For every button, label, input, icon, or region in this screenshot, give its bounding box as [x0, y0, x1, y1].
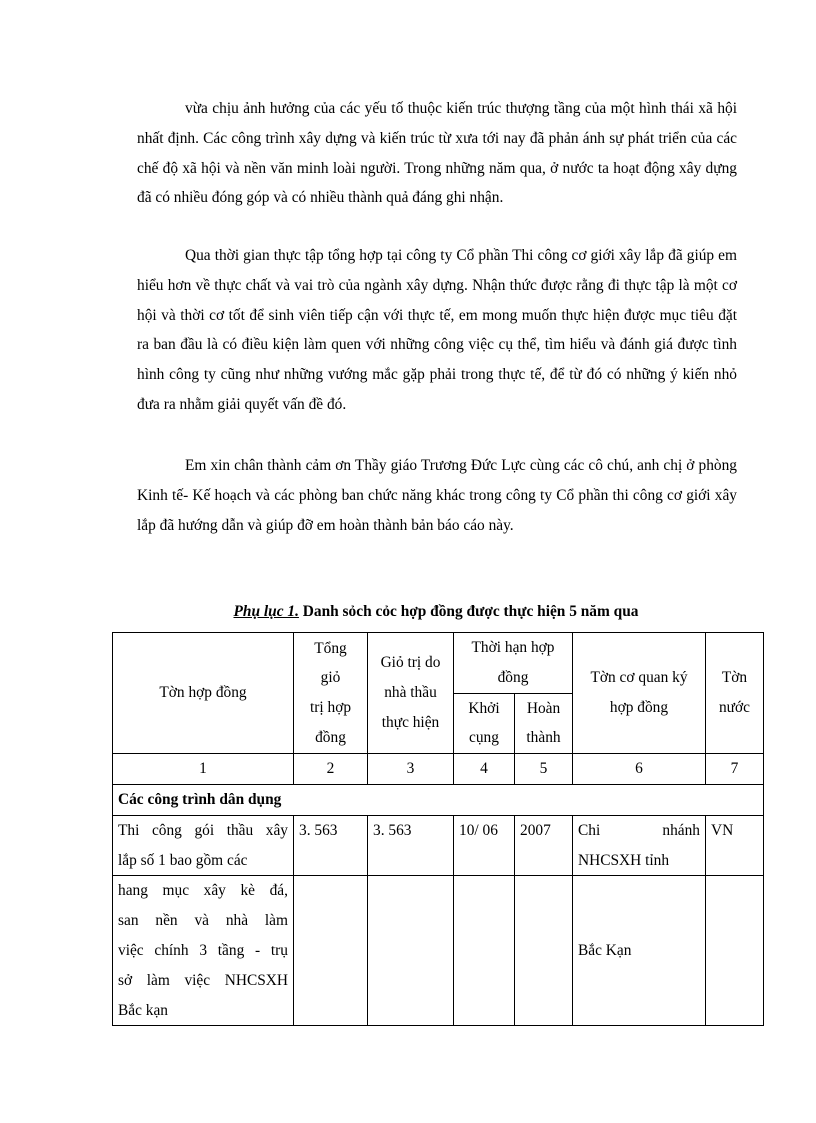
row2-contract-name: hang mục xây kè đá, san nền và nhà làm việc chính 3 tầng - trụ sở làm việc NHCSXH Bắc kạn [113, 876, 294, 1026]
header-country: Tờn nước [706, 633, 764, 754]
caption-title: Danh sỏch cỏc hợp đồng được thực hiện 5 năm qua [298, 603, 639, 620]
row2-agency: Bắc Kạn [573, 876, 706, 1026]
caption-ref: Phụ lục 1. [233, 603, 299, 620]
column-number: 2 [294, 754, 368, 785]
header-row-1 [113, 633, 764, 694]
table-row [113, 876, 764, 1026]
column-number: 1 [113, 754, 294, 785]
column-number: 4 [454, 754, 515, 785]
row1-start: 10/ 06 [454, 815, 515, 876]
row1-country: VN [706, 815, 764, 876]
row2-start [454, 876, 515, 1026]
header-agency: Tờn cơ quan ký hợp đồng [573, 633, 706, 754]
row2-finish [515, 876, 573, 1026]
column-number: 7 [706, 754, 764, 785]
column-number: 6 [573, 754, 706, 785]
paragraph-2-text: Qua thời gian thực tập tổng hợp tại công ty Cổ phần Thi công cơ giới xây lắp đã giúp em hiểu hơn về thực chất và vai trò của ngành xây dựng. Nhận thức được rằng đi thực tập là một cơ hội và thời cơ tốt để sinh viên tiếp cận với thực tế, em mong muốn thực hiện được mục tiêu đặt ra ban đầu là có điều kiện làm quen với những công việc cụ thể, tìm hiểu và đánh giá được tình hình công ty cũng như những vướng mắc gặp phải trong thực tế, để từ đó có những ý kiến nhỏ đưa ra nhằm giải quyết vấn đề đó. [137, 247, 737, 413]
contracts-table [112, 632, 764, 1026]
paragraph-1: vừa chịu ảnh hưởng của các yếu tố thuộc kiến trúc thượng tầng của một hình thái xã hội nhất định. Các công trình xây dựng và kiến trúc từ xưa tới nay đã phản ánh sự phát triển của các chế độ xã hội và nền văn minh loài người. Trong những năm qua, ở nước ta hoạt động xây dựng đã có nhiều đóng góp và có nhiều thành quả đáng ghi nhận. [137, 100, 737, 207]
header-contractor-value: Giỏ trị do nhà thầu thực hiện [368, 633, 454, 754]
paragraph-3-text: Em xin chân thành cảm ơn Thầy giáo Trương Đức Lực cùng các cô chú, anh chị ở phòng Kinh tế- Kế hoạch và các phòng ban chức năng khác trong công ty Cổ phần thi công cơ giới xây lắp đã hướng dẫn và giúp đỡ em hoàn thành bản báo cáo này. [137, 457, 737, 534]
row2-country [706, 876, 764, 1026]
header-finish: Hoàn thành [515, 693, 573, 754]
column-number-row [113, 754, 764, 785]
row1-contractor-value: 3. 563 [368, 815, 454, 876]
row1-agency: Chi nhánh NHCSXH tỉnh [573, 815, 706, 876]
row2-total-value [294, 876, 368, 1026]
header-total-value: Tổng giỏ trị hợp đồng [294, 633, 368, 754]
row1-contract-name: Thi công gói thầu xây lắp số 1 bao gồm các [113, 815, 294, 876]
header-start: Khởi cụng [454, 693, 515, 754]
header-contract-name: Tờn hợp đồng [113, 633, 294, 754]
section-row [113, 784, 764, 815]
row1-finish: 2007 [515, 815, 573, 876]
paragraph-2 [137, 241, 737, 420]
column-number: 5 [515, 754, 573, 785]
column-number: 3 [368, 754, 454, 785]
section-title: Các công trình dân dụng [113, 784, 764, 815]
paragraph-3 [137, 451, 737, 540]
header-term: Thời hạn hợp đồng [454, 633, 573, 694]
row2-contractor-value [368, 876, 454, 1026]
row1-total-value: 3. 563 [294, 815, 368, 876]
table-caption [110, 603, 762, 621]
table-row [113, 815, 764, 876]
